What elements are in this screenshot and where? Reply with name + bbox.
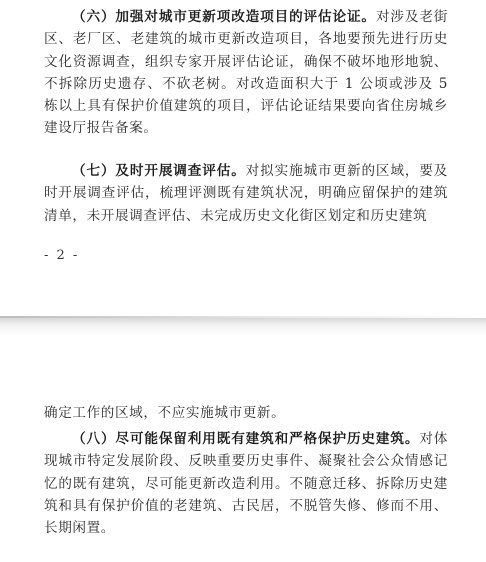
- paragraph-6-body: 对涉及老街区、老厂区、老建筑的城市更新改造项目，各地要预先进行历史文化资源调查，组织专家开展评估论证，确保不破坏地形地貌、不拆除历史遗存、不砍老树。对改造面积大于 1 公顷或涉及 5 栋以上具有保护价值建筑的项目，评估论证结果要向省住房城乡建设厅报告备案。: [44, 9, 449, 137]
- paragraph-7-heading: （七）及时开展调查评估。: [72, 163, 246, 179]
- page-gap: [0, 318, 486, 336]
- paragraph-7-body: 对拟实施城市更新的区域，要及时开展调查评估，梳理评测既有建筑状况，明确应留保护的建筑清单，未开展调查评估、未完成历史文化街区划定和历史建筑: [44, 163, 448, 224]
- paragraph-7: [44, 160, 448, 227]
- paragraph-8-body: 对体现城市特定发展阶段、反映重要历史事件、凝聚社会公众情感记忆的既有建筑，尽可能更新改造利用。不随意迁移、拆除历史建筑和具有保护价值的老建筑、古民居，不脱管失修、修而不用、长期闲置。: [44, 431, 448, 537]
- paragraph-6-heading: （六）加强对城市更新项改造项目的评估论证。: [72, 9, 376, 25]
- document-page-3: [0, 336, 486, 562]
- paragraph-8: [44, 428, 448, 539]
- page-number: - 2 -: [44, 248, 80, 263]
- paragraph-6: [44, 6, 448, 140]
- paragraph-7-continuation: 确定工作的区域，不应实施城市更新。: [44, 405, 286, 421]
- paragraph-8-heading: （八）尽可能保留利用既有建筑和严格保护历史建筑。: [72, 431, 420, 447]
